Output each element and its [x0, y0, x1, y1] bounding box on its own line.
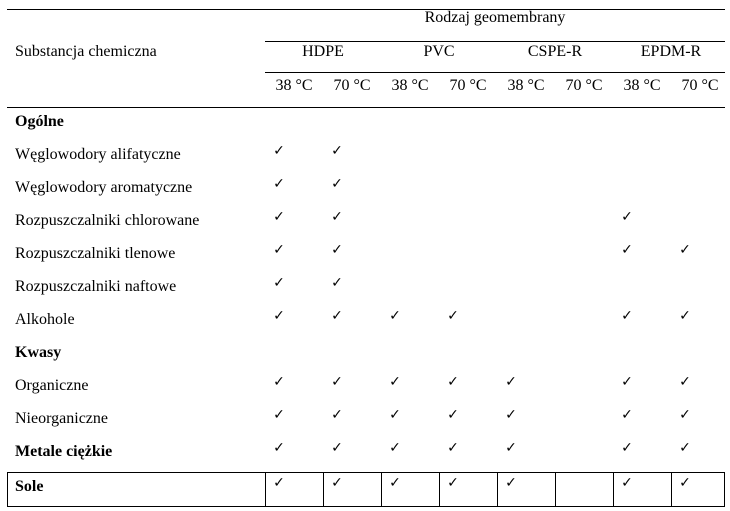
check-icon: ✓ — [505, 374, 517, 390]
temp-cell: 70 °C — [449, 77, 487, 94]
last-row-border — [555, 472, 556, 507]
group-title: Rodzaj geomembrany — [424, 9, 566, 26]
check-icon: ✓ — [331, 176, 343, 192]
check-icon: ✓ — [273, 407, 285, 423]
check-icon: ✓ — [389, 374, 401, 390]
row-label: Metale ciężkie — [15, 443, 113, 460]
check-icon: ✓ — [331, 242, 343, 258]
temp-cell: 38 °C — [623, 77, 661, 94]
temp-underline — [265, 72, 725, 73]
last-row-border — [724, 472, 725, 507]
check-icon: ✓ — [447, 407, 459, 423]
check-icon: ✓ — [331, 374, 343, 390]
row-header-label: Substancja chemiczna — [15, 43, 157, 60]
row-label: Węglowodory alifatyczne — [15, 146, 181, 163]
material-pvc: PVC — [423, 43, 455, 60]
row-label: Nieorganiczne — [15, 410, 108, 427]
check-icon: ✓ — [447, 374, 459, 390]
check-icon: ✓ — [505, 440, 517, 456]
check-icon: ✓ — [389, 440, 401, 456]
check-icon: ✓ — [447, 308, 459, 324]
check-icon: ✓ — [679, 374, 691, 390]
temp-cell: 70 °C — [333, 77, 371, 94]
check-icon: ✓ — [273, 143, 285, 159]
row-label: Sole — [15, 478, 44, 495]
check-icon: ✓ — [679, 308, 691, 324]
temp-cell: 38 °C — [275, 77, 313, 94]
check-icon: ✓ — [331, 440, 343, 456]
temp-cell: 38 °C — [391, 77, 429, 94]
check-icon: ✓ — [621, 308, 633, 324]
check-icon: ✓ — [331, 407, 343, 423]
material-cspe-r: CSPE-R — [527, 43, 583, 60]
check-icon: ✓ — [273, 275, 285, 291]
check-icon: ✓ — [679, 440, 691, 456]
check-icon: ✓ — [621, 407, 633, 423]
check-icon: ✓ — [621, 475, 633, 491]
check-icon: ✓ — [679, 407, 691, 423]
check-icon: ✓ — [621, 440, 633, 456]
check-icon: ✓ — [273, 475, 285, 491]
check-icon: ✓ — [389, 475, 401, 491]
check-icon: ✓ — [331, 308, 343, 324]
material-epdm-r: EPDM-R — [640, 43, 702, 60]
row-label: Rozpuszczalniki chlorowane — [15, 212, 200, 229]
check-icon: ✓ — [679, 242, 691, 258]
check-icon: ✓ — [621, 374, 633, 390]
check-icon: ✓ — [389, 308, 401, 324]
header-bottom-rule — [7, 107, 725, 108]
row-label: Kwasy — [15, 344, 62, 361]
check-icon: ✓ — [273, 209, 285, 225]
row-label: Rozpuszczalniki tlenowe — [15, 245, 176, 262]
check-icon: ✓ — [505, 407, 517, 423]
check-icon: ✓ — [331, 209, 343, 225]
check-icon: ✓ — [273, 308, 285, 324]
check-icon: ✓ — [447, 440, 459, 456]
check-icon: ✓ — [273, 176, 285, 192]
material-hdpe: HDPE — [302, 43, 344, 60]
check-icon: ✓ — [447, 475, 459, 491]
check-icon: ✓ — [389, 407, 401, 423]
temp-cell: 70 °C — [681, 77, 719, 94]
check-icon: ✓ — [679, 475, 691, 491]
row-label: Węglowodory aromatyczne — [15, 179, 193, 196]
check-icon: ✓ — [331, 275, 343, 291]
temp-cell: 70 °C — [565, 77, 603, 94]
last-row-bottom-rule — [7, 506, 725, 507]
row-label: Organiczne — [15, 377, 89, 394]
row-label: Alkohole — [15, 311, 75, 328]
check-icon: ✓ — [505, 475, 517, 491]
check-icon: ✓ — [273, 374, 285, 390]
check-icon: ✓ — [331, 475, 343, 491]
last-row-border — [7, 472, 8, 507]
check-icon: ✓ — [273, 242, 285, 258]
temp-cell: 38 °C — [507, 77, 545, 94]
check-icon: ✓ — [621, 242, 633, 258]
row-label: Ogólne — [15, 113, 64, 130]
check-icon: ✓ — [621, 209, 633, 225]
row-label: Rozpuszczalniki naftowe — [15, 278, 177, 295]
check-icon: ✓ — [331, 143, 343, 159]
check-icon: ✓ — [273, 440, 285, 456]
